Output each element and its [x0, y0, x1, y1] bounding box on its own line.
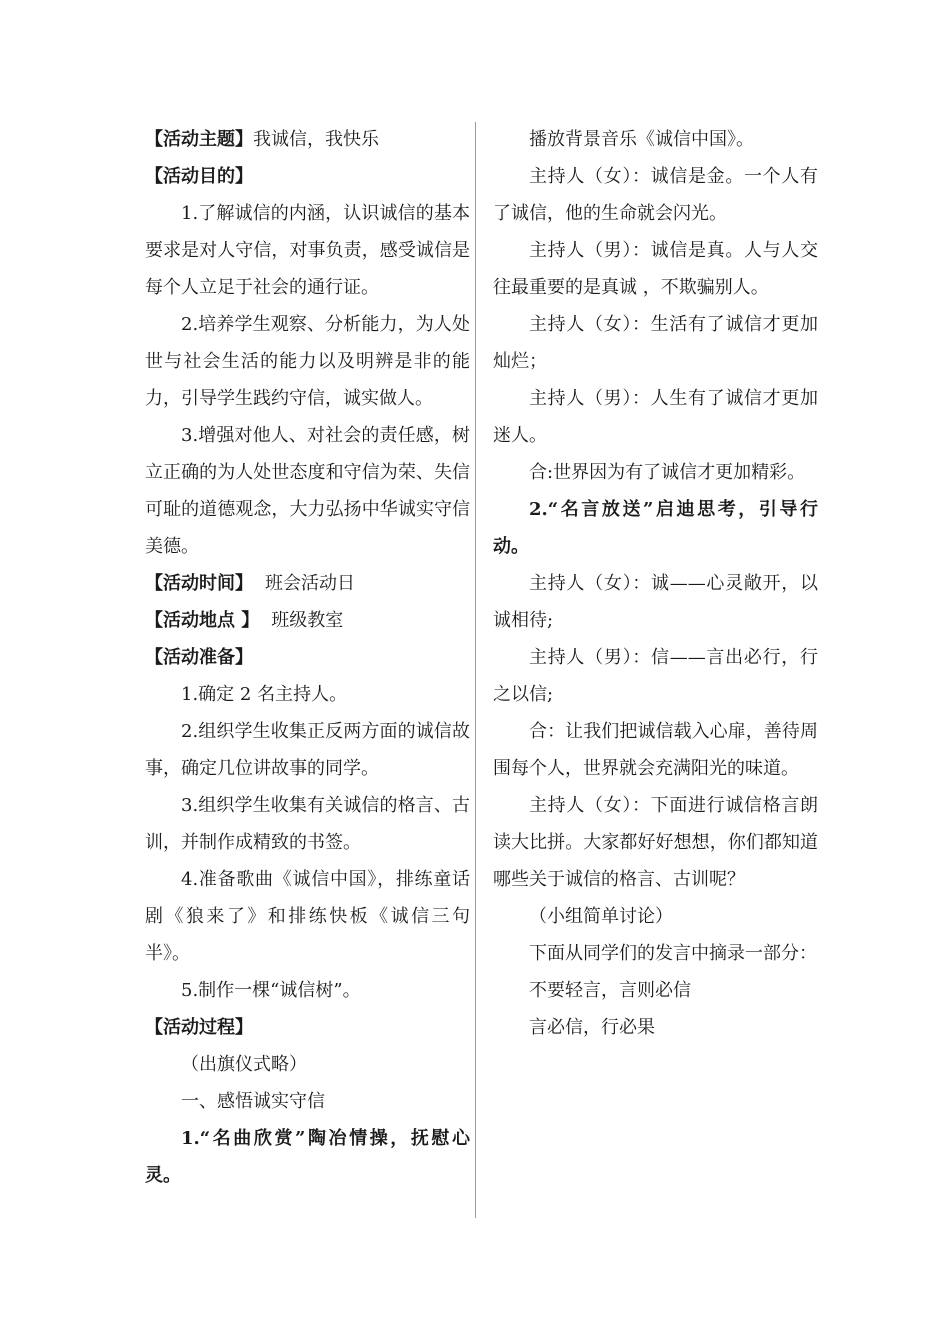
discussion-note: （小组简单讨论） — [529, 906, 673, 927]
time-line — [145, 565, 470, 602]
prep-item-1: 1.确定 2 名主持人。 — [181, 684, 348, 705]
host-line-5: 主持人（女）：诚——心灵敞开，以诚相待; — [493, 573, 818, 631]
together-line-2: 合：让我们把诚信载入心扉，善待周围每个人，世界就会充满阳光的味道。 — [493, 721, 818, 779]
time-label: 【活动时间】 — [145, 573, 253, 594]
host-line-6: 主持人（男）：信——言出必行，行之以信; — [493, 647, 818, 705]
item-2-heading: 2.“名言放送”启迪思考，引导行动。 — [493, 499, 818, 557]
theme-line — [145, 121, 470, 158]
prep-item-4: 4.准备歌曲《诚信中国》，排练童话剧《狼来了》和排练快板《诚信三句半》。 — [145, 869, 470, 964]
bg-music: 播放背景音乐《诚信中国》。 — [529, 129, 754, 150]
left-column — [145, 121, 470, 1194]
prep-item-5: 5.制作一棵“诚信树”。 — [181, 980, 361, 1001]
prep-item-3: 3.组织学生收集有关诚信的格言、古训，并制作成精致的书签。 — [145, 795, 470, 853]
place-line — [145, 602, 470, 639]
section-1-heading: 一、感悟诚实守信 — [181, 1091, 325, 1112]
purpose-item-3: 3.增强对他人、对社会的责任感，树立正确的为人处世态度和守信为荣、失信可耻的道德观念，大力弘扬中华诚实守信美德。 — [145, 425, 470, 557]
together-line-1: 合:世界因为有了诚信才更加精彩。 — [529, 462, 806, 483]
quote-2: 言必信，行必果 — [529, 1017, 655, 1038]
theme-value: 我诚信，我快乐 — [253, 129, 379, 150]
prep-item-2: 2.组织学生收集正反两方面的诚信故事，确定几位讲故事的同学。 — [145, 721, 470, 779]
excerpt-intro: 下面从同学们的发言中摘录一部分： — [529, 943, 817, 964]
host-line-4: 主持人（男）：人生有了诚信才更加迷人。 — [493, 388, 818, 446]
time-value: 班会活动日 — [265, 573, 355, 594]
prep-heading: 【活动准备】 — [145, 647, 253, 668]
purpose-item-2: 2.培养学生观察、分析能力，为人处世与社会生活的能力以及明辨是非的能力，引导学生践约守信，诚实做人。 — [145, 314, 470, 409]
theme-label: 【活动主题】 — [145, 129, 253, 150]
host-line-2: 主持人（男）：诚信是真。人与人交往最重要的是真诚 ，不欺骗别人。 — [493, 240, 818, 298]
purpose-heading: 【活动目的】 — [145, 166, 253, 187]
place-value: 班级教室 — [271, 610, 344, 631]
place-label: 【活动地点 】 — [145, 610, 260, 631]
host-line-3: 主持人（女）：生活有了诚信才更加灿烂； — [493, 314, 818, 372]
quote-1: 不要轻言，言则必信 — [529, 980, 691, 1001]
host-line-7: 主持人（女）：下面进行诚信格言朗读大比拼。大家都好好想想，你们都知道哪些关于诚信的格言、古训呢？ — [493, 795, 818, 890]
column-divider — [475, 122, 476, 1218]
flag-note: （出旗仪式略） — [181, 1054, 307, 1075]
host-line-1: 主持人（女）：诚信是金。一个人有了诚信，他的生命就会闪光。 — [493, 166, 818, 224]
process-heading: 【活动过程】 — [145, 1017, 253, 1038]
purpose-item-1: 1.了解诚信的内涵，认识诚信的基本要求是对人守信，对事负责，感受诚信是每个人立足于社会的通行证。 — [145, 203, 470, 298]
right-column — [493, 121, 818, 1046]
item-1-heading: 1.“名曲欣赏”陶冶情操，抚慰心灵。 — [145, 1128, 470, 1186]
